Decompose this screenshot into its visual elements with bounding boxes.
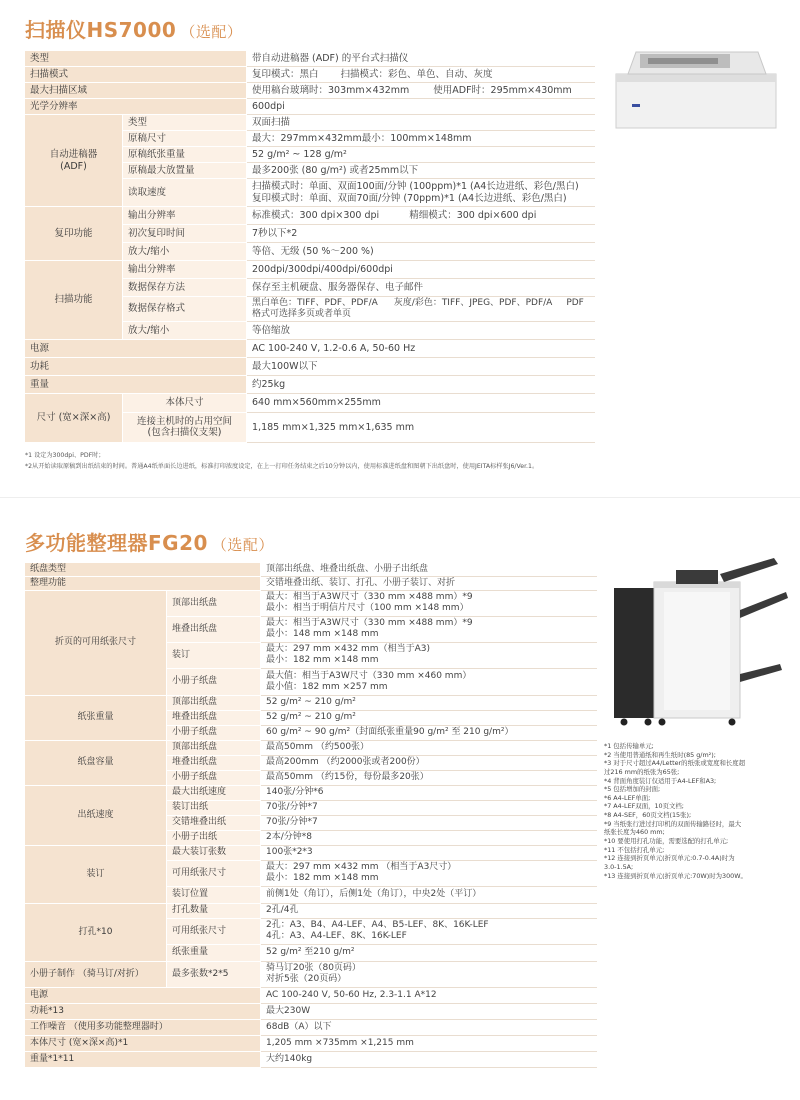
section-divider — [0, 497, 800, 498]
table-row — [25, 845, 597, 860]
spec-value: 最高50mm （约500张） — [261, 740, 597, 755]
table-row — [25, 261, 595, 279]
table-row — [25, 83, 595, 99]
table-row — [25, 67, 595, 83]
footnote: *13 连接到折页单元(折页单元:70W)时为300W。 — [604, 871, 747, 880]
footnote: *8 A4-SEF，60页文档(15张); — [604, 811, 692, 820]
spec-label: 最多张数*2*5 — [167, 961, 261, 987]
spec-label: 自动进稿器 (ADF) — [25, 115, 123, 207]
spec-value: 使用稿台玻璃时：303mm×432mm 使用ADF时：295mm×430mm — [247, 83, 595, 99]
finisher-title: 多功能整理器FG20 （选配） — [25, 531, 274, 555]
table-row — [25, 1003, 597, 1019]
spec-label: 重量*1*11 — [25, 1051, 261, 1067]
spec-value: 交错堆叠出纸、装订、打孔、小册子装订、对折 — [261, 576, 597, 590]
table-row — [25, 590, 597, 616]
table-row — [25, 576, 597, 590]
spec-value: 最高50mm （约15份，每份最多20张） — [261, 770, 597, 785]
spec-label: 小册子纸盘 — [167, 725, 261, 740]
spec-value: 等倍、无级 (50 %～200 %) — [247, 243, 595, 261]
spec-label: 小册子纸盘 — [167, 668, 261, 695]
spec-value: 最多200张 (80 g/m²) 或者25mm以下 — [247, 163, 595, 179]
spec-label: 可用纸张尺寸 — [167, 860, 261, 886]
spec-label: 交错堆叠出纸 — [167, 815, 261, 830]
footnote: *10 要使用打孔功能，需要选配的打孔单元; — [604, 837, 729, 846]
spec-label: 出纸速度 — [25, 785, 167, 845]
spec-value: 70张/分钟*7 — [261, 800, 597, 815]
spec-value: 1,185 mm×1,325 mm×1,635 mm — [247, 412, 595, 442]
spec-value: AC 100-240 V, 1.2-0.6 A, 50-60 Hz — [247, 339, 595, 357]
spec-value: 最大：相当于A3W尺寸（330 mm ×488 mm）*9 最小：148 mm ×148 mm — [261, 616, 597, 642]
spec-label: 类型 — [123, 115, 247, 131]
spec-label: 小册子制作 （骑马订/对折） — [25, 961, 167, 987]
spec-value: 约25kg — [247, 375, 595, 393]
spec-label: 小册子出纸 — [167, 830, 261, 845]
spec-label: 装订位置 — [167, 886, 261, 903]
spec-label: 打孔*10 — [25, 903, 167, 961]
spec-value: 68dB（A）以下 — [261, 1019, 597, 1035]
spec-label: 堆叠出纸盘 — [167, 755, 261, 770]
spec-value: 双面扫描 — [247, 115, 595, 131]
footnote: *6 A4-LEF单面; — [604, 793, 651, 802]
spec-value: 保存至主机硬盘、服务器保存、电子邮件 — [247, 279, 595, 297]
spec-label: 原稿最大放置量 — [123, 163, 247, 179]
spec-label: 顶部出纸盘 — [167, 740, 261, 755]
spec-label: 本体尺寸 (宽×深×高)*1 — [25, 1035, 261, 1051]
spec-label: 堆叠出纸盘 — [167, 616, 261, 642]
spec-label: 装订 — [167, 642, 261, 668]
spec-label: 复印功能 — [25, 207, 123, 261]
spec-value: 600dpi — [247, 99, 595, 115]
scanner-footnote-2: *2从开始读取原稿到出纸结束的时间。普通A4纸单面长边进纸，标准打印浓度设定，在上一打印任务结束之后10分钟以内，使用标准进纸盘和图朝下出纸盘时，使用JEITA标样张J6/Ver.1。 — [25, 463, 539, 470]
spec-label: 初次复印时间 — [123, 225, 247, 243]
spec-label: 扫描功能 — [25, 261, 123, 340]
spec-label: 纸张重量 — [25, 695, 167, 740]
spec-label: 顶部出纸盘 — [167, 695, 261, 710]
spec-value: 骑马订20张（80页码） 对折5张（20页码） — [261, 961, 597, 987]
table-row — [25, 1035, 597, 1051]
table-row — [25, 740, 597, 755]
spec-label: 数据保存方法 — [123, 279, 247, 297]
table-row — [25, 1019, 597, 1035]
spec-value: 2本/分钟*8 — [261, 830, 597, 845]
spec-value: 标准模式：300 dpi×300 dpi 精细模式：300 dpi×600 dpi — [247, 207, 595, 225]
spec-label: 输出分辨率 — [123, 261, 247, 279]
footnote: *5 包括增加的封面; — [604, 785, 661, 794]
spec-value: 最高200mm （约2000张或者200份） — [261, 755, 597, 770]
scanner-footnote-1: *1 设定为300dpi、PDF时； — [25, 452, 105, 459]
spec-value: 最大：297 mm ×432 mm （相当于A3尺寸） 最小：182 mm ×148 mm — [261, 860, 597, 886]
spec-value: 52 g/m² ~ 128 g/m² — [247, 147, 595, 163]
footnote: *3 对于尺寸超过A4/Letter的纸张或宽度和长度超 过216 mm的纸张为65张; — [604, 759, 746, 776]
spec-value: 黑白单色：TIFF、PDF、PDF/A 灰度/彩色：TIFF、JPEG、PDF、PDF/A PDF格式可选择多页或者单页 — [247, 297, 595, 322]
spec-value: 前侧1处（角订），后侧1处（角订），中央2处（平订） — [261, 886, 597, 903]
spec-value: 52 g/m² ~ 210 g/m² — [261, 695, 597, 710]
spec-label: 最大出纸速度 — [167, 785, 261, 800]
spec-label: 放大/缩小 — [123, 321, 247, 339]
spec-label: 装订 — [25, 845, 167, 903]
spec-value: 52 g/m² 至210 g/m² — [261, 944, 597, 961]
spec-label: 打孔数量 — [167, 903, 261, 918]
spec-value: 1,205 mm ×735mm ×1,215 mm — [261, 1035, 597, 1051]
spec-label: 工作噪音 （使用多功能整理器时） — [25, 1019, 261, 1035]
spec-label: 功耗 — [25, 357, 247, 375]
table-row — [25, 961, 597, 987]
spec-value: 52 g/m² ~ 210 g/m² — [261, 710, 597, 725]
spec-label: 纸盘类型 — [25, 563, 261, 577]
spec-value: 60 g/m² ~ 90 g/m²（封面纸张重量90 g/m² 至 210 g/m²） — [261, 725, 597, 740]
spec-value: 7秒以下*2 — [247, 225, 595, 243]
table-row — [25, 207, 595, 225]
footnote: *4 背面角度装订仅适用于A4-LEF和A3; — [604, 776, 717, 785]
table-row — [25, 1051, 597, 1067]
spec-value: 带自动进稿器 (ADF) 的平台式扫描仪 — [247, 51, 595, 67]
footnote: *7 A4-LEF双面，10页文档; — [604, 802, 684, 811]
spec-label: 电源 — [25, 339, 247, 357]
table-row — [25, 357, 595, 375]
scanner-image — [608, 44, 786, 132]
spec-value: 扫描模式时：单面、双面100面/分钟 (100ppm)*1 (A4长边进纸、彩色/黑白) 复印模式时：单面、双面70面/分钟 (70ppm)*1 (A4长边进纸、彩色/黑白) — [247, 179, 595, 207]
spec-label: 功耗*13 — [25, 1003, 261, 1019]
spec-label: 装订出纸 — [167, 800, 261, 815]
table-row — [25, 339, 595, 357]
table-row — [25, 785, 597, 800]
spec-label: 纸张重量 — [167, 944, 261, 961]
spec-label: 纸盘容量 — [25, 740, 167, 785]
spec-label: 尺寸 (宽×深×高) — [25, 393, 123, 442]
spec-label: 光学分辨率 — [25, 99, 247, 115]
scanner-title: 扫描仪HS7000 （选配） — [25, 18, 243, 42]
table-row — [25, 903, 597, 918]
spec-value: 140张/分钟*6 — [261, 785, 597, 800]
spec-label: 读取速度 — [123, 179, 247, 207]
spec-label: 重量 — [25, 375, 247, 393]
spec-label: 原稿纸张重量 — [123, 147, 247, 163]
spec-label: 放大/缩小 — [123, 243, 247, 261]
spec-label: 顶部出纸盘 — [167, 590, 261, 616]
spec-label: 数据保存格式 — [123, 297, 247, 322]
spec-label: 堆叠出纸盘 — [167, 710, 261, 725]
scanner-spec-table — [24, 50, 595, 443]
spec-value: 最大：相当于A3W尺寸（330 mm ×488 mm）*9 最小：相当于明信片尺寸（100 mm ×148 mm） — [261, 590, 597, 616]
finisher-spec-table — [24, 562, 597, 1068]
table-row — [25, 393, 595, 412]
spec-label: 本体尺寸 — [123, 393, 247, 412]
table-row — [25, 563, 597, 577]
scanner-title-optional: （选配） — [180, 23, 243, 41]
footnote: *9 当纸张行进过打印机的双面传输路径时，最大 纸张长度为460 mm; — [604, 819, 742, 837]
table-row — [25, 51, 595, 67]
spec-value: 复印模式：黑白 扫描模式：彩色、单色、自动、灰度 — [247, 67, 595, 83]
spec-value: AC 100-240 V, 50-60 Hz, 2.3-1.1 A*12 — [261, 987, 597, 1003]
finisher-footnotes — [604, 742, 794, 880]
spec-label: 小册子纸盘 — [167, 770, 261, 785]
spec-label: 类型 — [25, 51, 247, 67]
table-row — [25, 695, 597, 710]
spec-value: 最大230W — [261, 1003, 597, 1019]
spec-value: 2孔/4孔 — [261, 903, 597, 918]
spec-label: 最大扫描区域 — [25, 83, 247, 99]
table-row — [25, 99, 595, 115]
footnote: *1 包括传输单元; — [604, 742, 654, 750]
table-row — [25, 375, 595, 393]
spec-value: 200dpi/300dpi/400dpi/600dpi — [247, 261, 595, 279]
table-row — [25, 115, 595, 131]
spec-label: 可用纸张尺寸 — [167, 918, 261, 944]
table-row — [25, 987, 597, 1003]
spec-label: 折页的可用纸张尺寸 — [25, 590, 167, 695]
footnote: *2 当使用普通纸和再生纸时(85 g/m²); — [604, 750, 716, 759]
spec-value: 最大：297 mm ×432 mm（相当于A3) 最小：182 mm ×148 mm — [261, 642, 597, 668]
spec-value: 最大值：相当于A3W尺寸（330 mm ×460 mm） 最小值：182 mm ×257 mm — [261, 668, 597, 695]
spec-label: 输出分辨率 — [123, 207, 247, 225]
spec-label: 最大装订张数 — [167, 845, 261, 860]
spec-value: 等倍缩放 — [247, 321, 595, 339]
spec-label: 原稿尺寸 — [123, 131, 247, 147]
spec-label: 连接主机时的占用空间 (包含扫描仪支架) — [123, 412, 247, 442]
spec-value: 最大：297mm×432mm最小：100mm×148mm — [247, 131, 595, 147]
footnote: *12 连接到折页单元(折页单元:0.7-0.4A)时为 3.0-1.5A; — [604, 854, 735, 871]
spec-value: 100张*2*3 — [261, 845, 597, 860]
spec-label: 电源 — [25, 987, 261, 1003]
spec-value: 640 mm×560mm×255mm — [247, 393, 595, 412]
spec-label: 整理功能 — [25, 576, 261, 590]
finisher-image — [604, 552, 794, 730]
spec-value: 最大100W以下 — [247, 357, 595, 375]
finisher-title-optional: （选配） — [211, 536, 274, 554]
scanner-logo-icon — [632, 104, 640, 107]
spec-value: 70张/分钟*7 — [261, 815, 597, 830]
footnote: *11 不包括打孔单元; — [604, 845, 665, 854]
spec-value: 2孔：A3、B4、A4-LEF、A4、B5-LEF、8K、16K-LEF 4孔：A3、A4-LEF、8K、16K-LEF — [261, 918, 597, 944]
spec-value: 大约140kg — [261, 1051, 597, 1067]
spec-label: 扫描模式 — [25, 67, 247, 83]
spec-value: 顶部出纸盘、堆叠出纸盘、小册子出纸盘 — [261, 563, 597, 577]
